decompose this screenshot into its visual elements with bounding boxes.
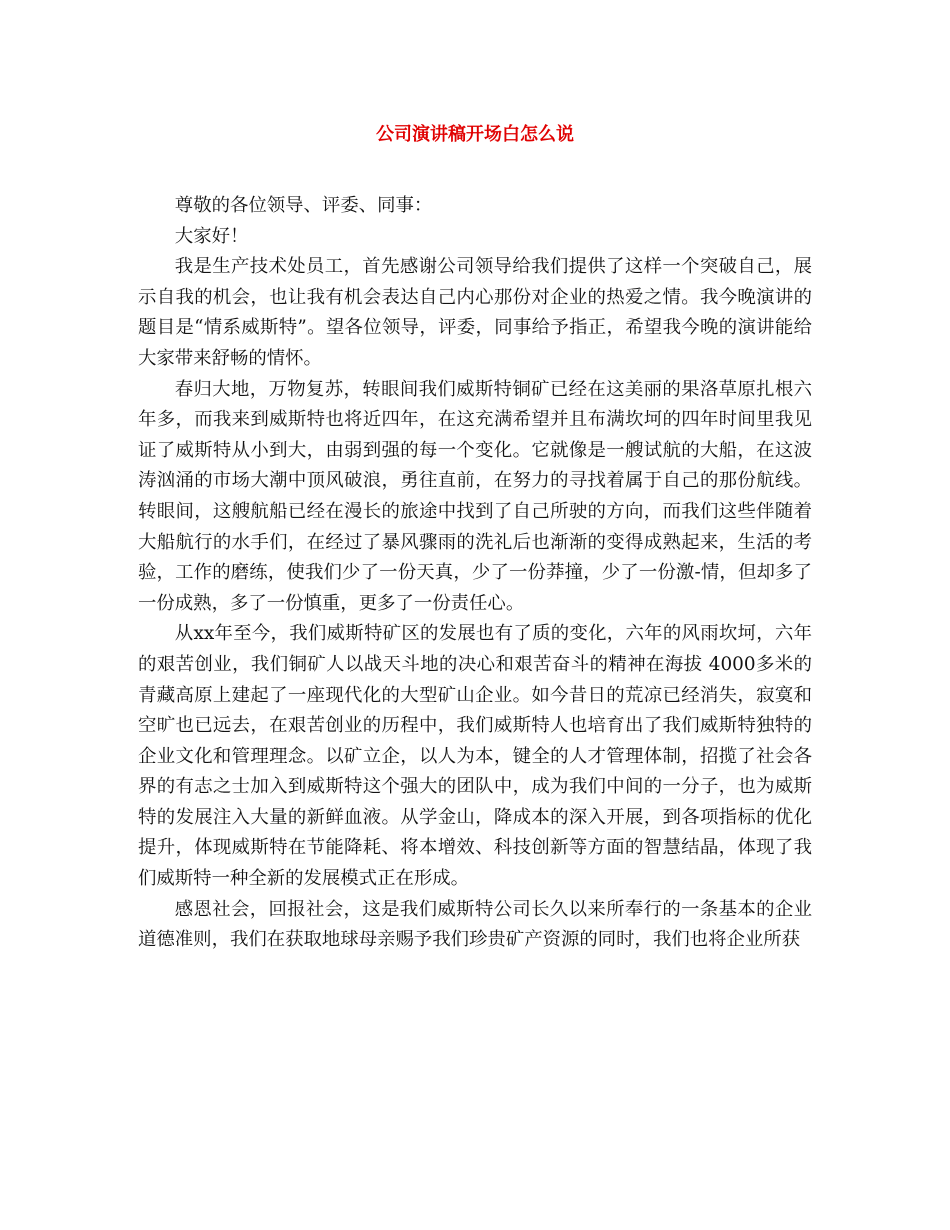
paragraph-spring: 春归大地，万物复苏，转眼间我们威斯特铜矿已经在这美丽的果洛草原扎根六年多，而我来到威斯特也将近四年，在这充满希望并且布满坎坷的四年时间里我见证了威斯特从小到大，由弱到强的每一个变化。它就像是一艘试航的大船，在这波涛汹涌的市场大潮中顶风破浪，勇往直前，在努力的寻找着属于自己的那份航线。转眼间，这艘航船已经在漫长的旅途中找到了自己所驶的方向，而我们这些伴随着大船航行的水手们，在经过了暴风骤雨的洗礼后也渐渐的变得成熟起来，生活的考验，工作的磨练，使我们少了一份天真，少了一份莽撞，少了一份激-情，但却多了一份成熟，多了一份慎重，更多了一份责任心。	[138, 378, 812, 614]
document-body	[138, 191, 812, 956]
paragraph-gratitude: 感恩社会，回报社会，这是我们威斯特公司长久以来所奉行的一条基本的企业道德准则，我们在获取地球母亲赐予我们珍贵矿产资源的同时，我们也将企业所获	[138, 898, 812, 951]
paragraph-intro: 我是生产技术处员工，首先感谢公司领导给我们提供了这样一个突破自己，展示自我的机会，也让我有机会表达自己内心那份对企业的热爱之情。我今晚演讲的题目是“情系威斯特”。望各位领导，评委，同事给予指正，希望我今晚的演讲能给大家带来舒畅的情怀。	[138, 256, 812, 369]
document-title: 公司演讲稿开场白怎么说	[376, 124, 574, 145]
paragraph-development: 从xx年至今，我们威斯特矿区的发展也有了质的变化，六年的风雨坎坷，六年的艰苦创业，我们铜矿人以战天斗地的决心和艰苦奋斗的精神在海拔 4000多米的青藏高原上建起了一座现代化的大型矿山企业。如今昔日的荒凉已经消失，寂寞和空旷也已远去，在艰苦创业的历程中，我们威斯特人也培育出了我们威斯特独特的企业文化和管理理念。以矿立企，以人为本，键全的人才管理体制，招揽了社会各界的有志之士加入到威斯特这个强大的团队中，成为我们中间的一分子，也为威斯特的发展注入大量的新鲜血液。从学金山，降成本的深入开展，到各项指标的优化提升，体现威斯特在节能降耗、将本增效、科技创新等方面的智慧结晶，体现了我们威斯特一种全新的发展模式正在形成。	[138, 623, 812, 890]
greeting: 大家好！	[174, 225, 249, 247]
salutation: 尊敬的各位领导、评委、同事：	[174, 195, 433, 216]
